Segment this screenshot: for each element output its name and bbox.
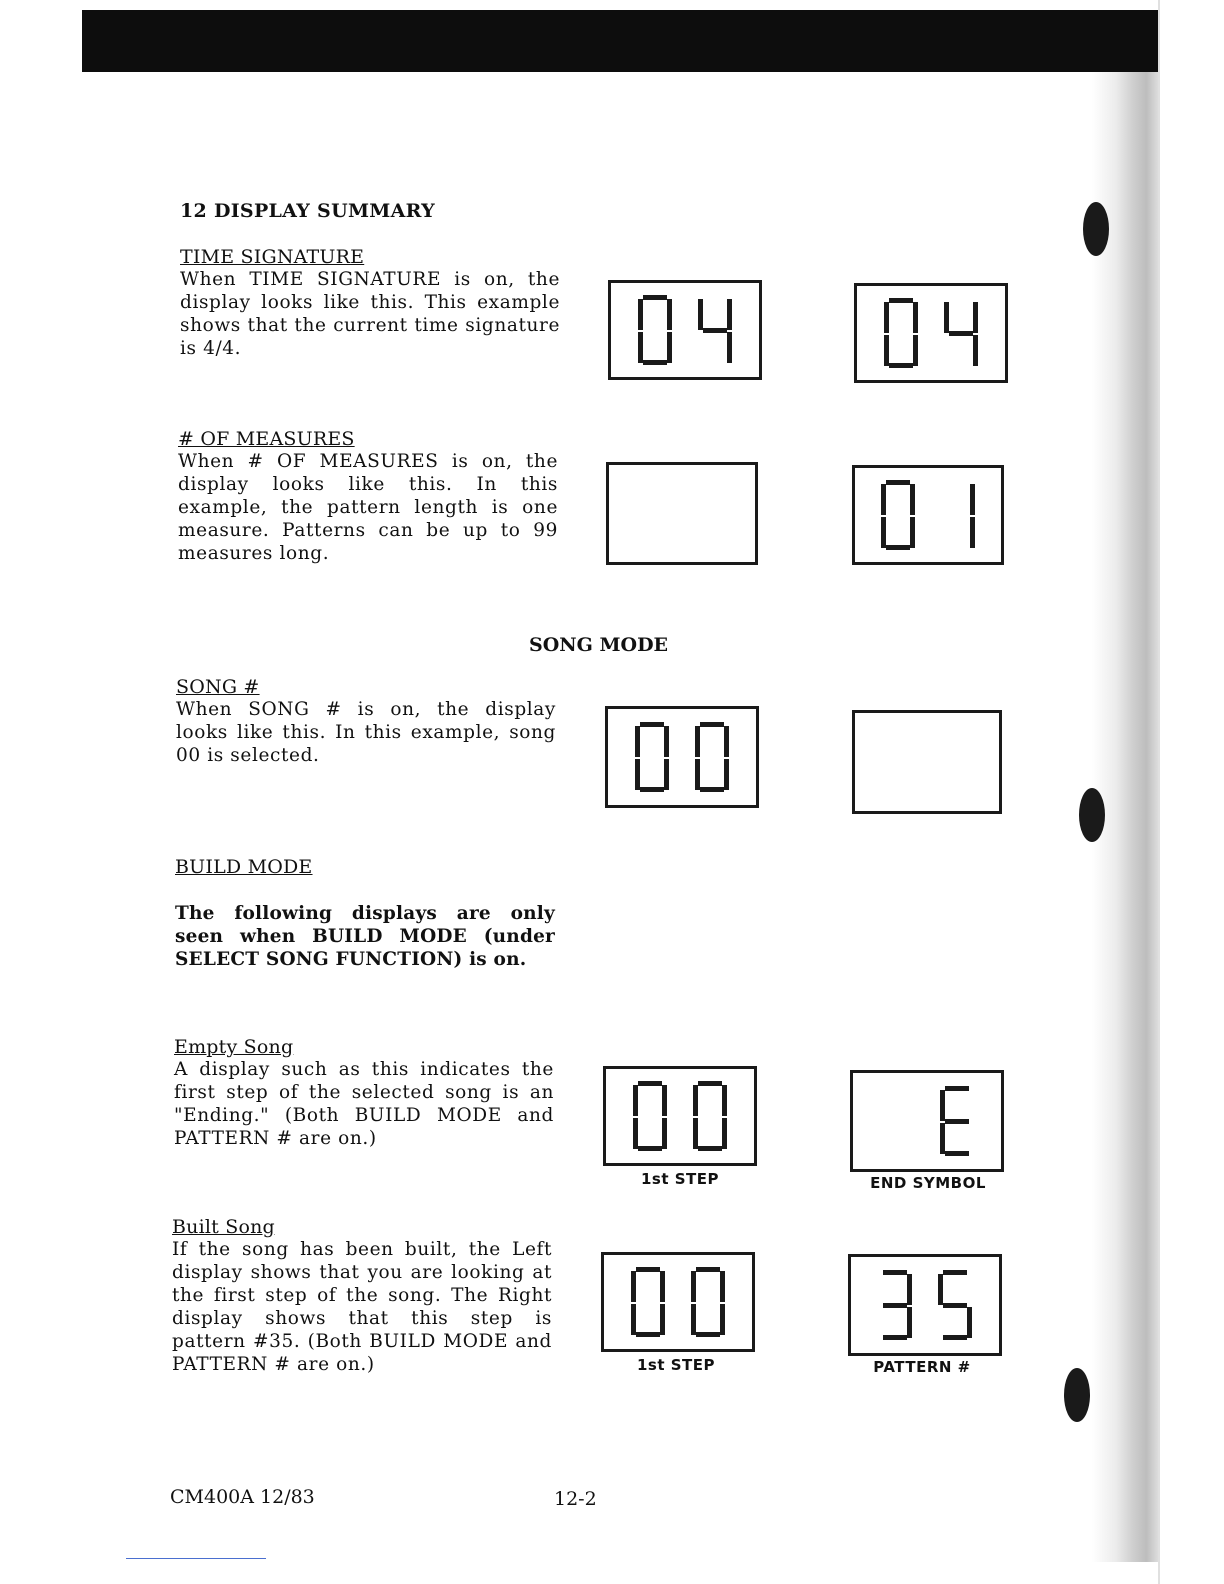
led-segment — [913, 335, 918, 366]
led-segment — [889, 298, 913, 303]
led-segment — [940, 1123, 945, 1154]
led-segment — [886, 545, 910, 550]
led-segment — [693, 1085, 698, 1116]
seven-segment-digit — [940, 1086, 974, 1156]
seven-segment-digit — [638, 295, 672, 365]
section-heading: SONG # — [176, 676, 260, 698]
led-display-time-signature-left — [608, 280, 762, 380]
led-segment — [635, 759, 640, 790]
led-segment — [943, 1335, 967, 1340]
seven-segment-digit — [941, 480, 975, 550]
caption-pattern-number: PATTERN # — [873, 1358, 971, 1376]
caption-1st-step: 1st STEP — [640, 1170, 720, 1188]
led-segment — [889, 363, 913, 368]
led-display-measures-right — [852, 465, 1004, 565]
binder-hole — [1064, 1368, 1090, 1422]
seven-segment-digit — [698, 295, 732, 365]
led-segment — [633, 1118, 638, 1149]
led-segment — [693, 1118, 698, 1149]
section-heading: Built Song — [172, 1216, 275, 1238]
section-built-song — [172, 1216, 552, 1376]
led-display-built-song-left — [601, 1252, 755, 1352]
section-measures — [178, 428, 558, 565]
led-segment — [638, 1146, 662, 1151]
led-segment — [944, 302, 949, 333]
section-song-number — [176, 676, 556, 767]
led-segment — [631, 1304, 636, 1335]
led-segment — [722, 1118, 727, 1149]
led-segment — [970, 484, 975, 515]
led-segment — [640, 722, 664, 727]
section-empty-song — [174, 1036, 554, 1150]
led-segment — [698, 1146, 722, 1151]
caption-1st-step: 1st STEP — [636, 1356, 716, 1374]
led-segment — [640, 787, 664, 792]
led-display-empty-song-left — [603, 1066, 757, 1166]
led-segment — [698, 1081, 722, 1086]
led-segment — [636, 1267, 660, 1272]
page-number: 12-2 — [554, 1488, 597, 1510]
led-segment — [660, 1271, 665, 1302]
section-time-signature — [180, 246, 560, 360]
seven-segment-digit — [633, 1081, 667, 1151]
section-heading: TIME SIGNATURE — [180, 246, 365, 268]
led-segment — [724, 759, 729, 790]
led-segment — [949, 331, 973, 336]
led-segment — [664, 726, 669, 757]
led-segment — [724, 726, 729, 757]
section-body: If the song has been built, the Left display shows that you are looking at the first step of the song. The Right display shows that this step is pattern #35. (Both BUILD MODE and PATTERN # are on.) — [172, 1239, 552, 1375]
led-segment — [633, 1085, 638, 1116]
seven-segment-digit — [938, 1270, 972, 1340]
led-segment — [973, 302, 978, 333]
led-segment — [910, 517, 915, 548]
section-heading: BUILD MODE — [175, 856, 313, 878]
led-segment — [695, 726, 700, 757]
led-segment — [636, 1332, 660, 1337]
led-segment — [662, 1118, 667, 1149]
binder-hole — [1083, 202, 1109, 256]
led-segment — [722, 1085, 727, 1116]
page-title: 12 DISPLAY SUMMARY — [180, 200, 436, 222]
seven-segment-digit — [631, 1267, 665, 1337]
led-segment — [886, 480, 910, 485]
led-segment — [643, 360, 667, 365]
led-segment — [638, 299, 643, 330]
section-body: When TIME SIGNATURE is on, the display looks like this. This example shows that the current time signature is 4/4. — [180, 269, 560, 359]
led-display-built-song-right — [848, 1254, 1002, 1356]
led-segment — [881, 484, 886, 515]
seven-segment-digit — [635, 722, 669, 792]
led-segment — [943, 1270, 967, 1275]
caption-end-symbol: END SYMBOL — [870, 1174, 986, 1192]
led-display-song-number-left — [605, 706, 759, 808]
seven-segment-digit — [878, 1270, 912, 1340]
led-segment — [884, 302, 889, 333]
led-display-time-signature-right — [854, 283, 1008, 383]
led-segment — [945, 1086, 969, 1091]
led-segment — [696, 1332, 720, 1337]
led-segment — [691, 1271, 696, 1302]
led-segment — [700, 787, 724, 792]
footer-document-code: CM400A 12/83 — [170, 1486, 315, 1508]
led-segment — [913, 302, 918, 333]
led-segment — [938, 1274, 943, 1305]
led-segment — [883, 1335, 907, 1340]
led-segment — [703, 328, 727, 333]
song-mode-heading: SONG MODE — [529, 634, 669, 656]
led-segment — [727, 332, 732, 363]
seven-segment-digit — [695, 722, 729, 792]
build-mode-note: The following displays are only seen when BUILD MODE (under SELECT SONG FUNCTION) is on. — [175, 903, 555, 970]
led-segment — [945, 1119, 969, 1124]
led-segment — [881, 517, 886, 548]
page-edge — [1158, 0, 1160, 1584]
section-heading: Empty Song — [174, 1036, 294, 1058]
led-segment — [698, 299, 703, 330]
led-segment — [635, 726, 640, 757]
led-segment — [631, 1271, 636, 1302]
seven-segment-digit — [944, 298, 978, 368]
led-segment — [643, 295, 667, 300]
led-display-song-number-right — [852, 710, 1002, 814]
led-segment — [973, 335, 978, 366]
section-body: A display such as this indicates the first step of the selected song is an "Ending." (Both BUILD MODE and PATTERN # are on.) — [174, 1059, 554, 1149]
seven-segment-digit — [881, 480, 915, 550]
led-segment — [664, 759, 669, 790]
top-black-bar — [82, 10, 1160, 72]
led-segment — [945, 1151, 969, 1156]
led-segment — [907, 1274, 912, 1305]
led-display-empty-song-right — [850, 1070, 1004, 1172]
led-segment — [695, 759, 700, 790]
led-segment — [967, 1307, 972, 1338]
section-body: When # OF MEASURES is on, the display looks like this. In this example, the pattern length is one measure. Patterns can be up to 99 measures long. — [178, 451, 558, 564]
led-segment — [720, 1304, 725, 1335]
led-segment — [700, 722, 724, 727]
led-segment — [727, 299, 732, 330]
led-segment — [691, 1304, 696, 1335]
seven-segment-digit — [693, 1081, 727, 1151]
led-segment — [943, 1303, 967, 1308]
binder-hole — [1079, 788, 1105, 842]
led-segment — [970, 517, 975, 548]
seven-segment-digit — [880, 1086, 914, 1156]
led-segment — [696, 1267, 720, 1272]
led-segment — [667, 299, 672, 330]
led-segment — [638, 332, 643, 363]
led-segment — [940, 1090, 945, 1121]
led-display-measures-left — [606, 462, 758, 565]
led-segment — [883, 1303, 907, 1308]
section-heading: # OF MEASURES — [178, 428, 355, 450]
seven-segment-digit — [884, 298, 918, 368]
led-segment — [660, 1304, 665, 1335]
led-segment — [720, 1271, 725, 1302]
footer-rule — [126, 1558, 266, 1559]
led-segment — [883, 1270, 907, 1275]
led-segment — [638, 1081, 662, 1086]
led-segment — [907, 1307, 912, 1338]
section-build-mode — [175, 856, 555, 971]
section-body: When SONG # is on, the display looks like this. In this example, song 00 is selected. — [176, 699, 556, 766]
led-segment — [884, 335, 889, 366]
seven-segment-digit — [691, 1267, 725, 1337]
led-segment — [910, 484, 915, 515]
led-segment — [667, 332, 672, 363]
led-segment — [662, 1085, 667, 1116]
